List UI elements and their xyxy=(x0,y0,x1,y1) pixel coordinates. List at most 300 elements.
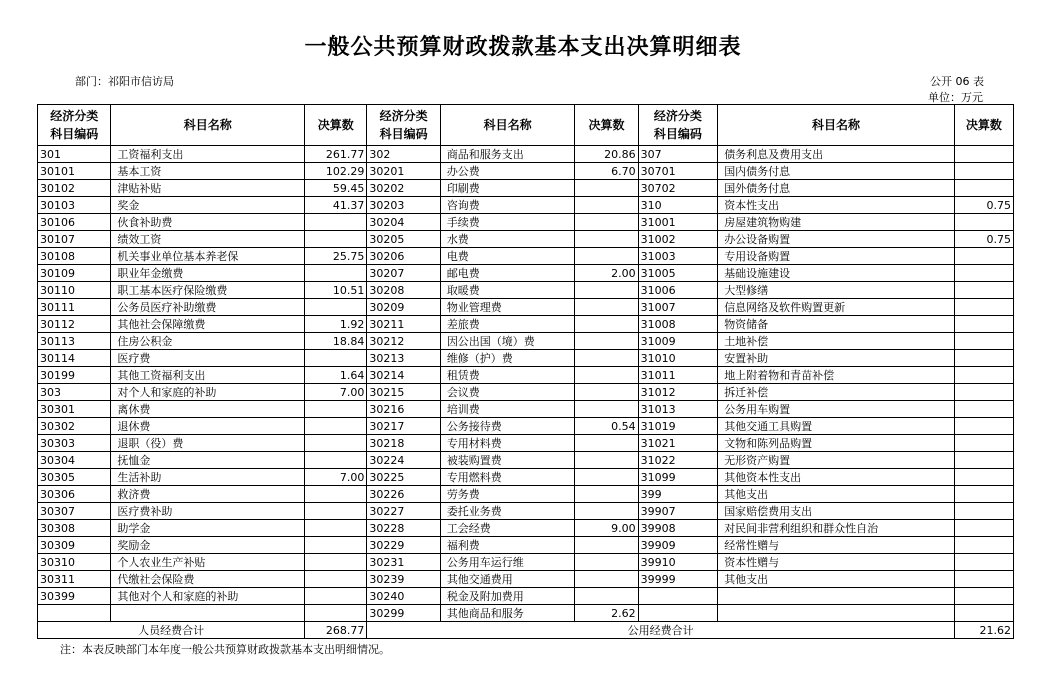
code-cell: 30106 xyxy=(38,214,111,231)
item-name-cell: 伙食补助费 xyxy=(111,214,305,231)
code-cell: 30226 xyxy=(367,486,440,503)
item-name-cell: 文物和陈列品购置 xyxy=(718,435,955,452)
amount-cell: 0.54 xyxy=(575,418,638,435)
code-cell: 31007 xyxy=(638,299,718,316)
amount-cell xyxy=(305,435,367,452)
code-cell: 30229 xyxy=(367,537,440,554)
code-cell: 30299 xyxy=(367,605,440,622)
amount-cell xyxy=(305,231,367,248)
code-cell: 31006 xyxy=(638,282,718,299)
code-cell: 30112 xyxy=(38,316,111,333)
item-name-cell: 专用设备购置 xyxy=(718,248,955,265)
table-row xyxy=(38,554,1014,571)
amount-cell xyxy=(954,350,1013,367)
code-cell: 30309 xyxy=(38,537,111,554)
amount-cell xyxy=(305,537,367,554)
code-cell: 30214 xyxy=(367,367,440,384)
item-name-cell: 国内债务付息 xyxy=(718,163,955,180)
amount-cell: 41.37 xyxy=(305,197,367,214)
code-cell: 30310 xyxy=(38,554,111,571)
code-cell: 30206 xyxy=(367,248,440,265)
code-cell: 302 xyxy=(367,146,440,163)
item-name-cell: 其他工资福利支出 xyxy=(111,367,305,384)
code-cell: 30207 xyxy=(367,265,440,282)
item-name-cell: 专用材料费 xyxy=(440,435,575,452)
amount-cell xyxy=(954,486,1013,503)
amount-cell xyxy=(305,452,367,469)
table-row xyxy=(38,197,1014,214)
amount-cell xyxy=(575,350,638,367)
item-name-cell: 国外债务付息 xyxy=(718,180,955,197)
code-cell: 30224 xyxy=(367,452,440,469)
amount-cell xyxy=(954,503,1013,520)
amount-cell: 9.00 xyxy=(575,520,638,537)
table-row xyxy=(38,418,1014,435)
column-header: 经济分类 科目编码 xyxy=(38,105,111,146)
amount-cell xyxy=(575,401,638,418)
item-name-cell: 医疗费 xyxy=(111,350,305,367)
item-name-cell: 救济费 xyxy=(111,486,305,503)
item-name-cell: 委托业务费 xyxy=(440,503,575,520)
code-cell: 39910 xyxy=(638,554,718,571)
amount-cell xyxy=(954,554,1013,571)
column-header: 科目名称 xyxy=(440,105,575,146)
amount-cell xyxy=(305,554,367,571)
code-cell: 30239 xyxy=(367,571,440,588)
table-row xyxy=(38,452,1014,469)
table-row xyxy=(38,435,1014,452)
table-row xyxy=(38,333,1014,350)
code-cell: 30305 xyxy=(38,469,111,486)
table-header-row xyxy=(38,105,1014,146)
amount-cell xyxy=(575,503,638,520)
personnel-total-value: 268.77 xyxy=(305,622,367,639)
page-title: 一般公共预算财政拨款基本支出决算明细表 xyxy=(304,35,742,60)
code-cell: 30231 xyxy=(367,554,440,571)
code-cell: 39908 xyxy=(638,520,718,537)
item-name-cell: 物资储备 xyxy=(718,316,955,333)
amount-cell xyxy=(305,571,367,588)
item-name-cell: 公务用车运行维 xyxy=(440,554,575,571)
amount-cell xyxy=(954,418,1013,435)
code-cell: 31003 xyxy=(638,248,718,265)
amount-cell xyxy=(305,299,367,316)
amount-cell: 102.29 xyxy=(305,163,367,180)
code-cell: 30306 xyxy=(38,486,111,503)
item-name-cell: 公务接待费 xyxy=(440,418,575,435)
code-cell: 31013 xyxy=(638,401,718,418)
item-name-cell: 基础设施建设 xyxy=(718,265,955,282)
code-cell: 30302 xyxy=(38,418,111,435)
amount-cell xyxy=(954,214,1013,231)
item-name-cell: 住房公积金 xyxy=(111,333,305,350)
item-name-cell: 培训费 xyxy=(440,401,575,418)
code-cell: 30102 xyxy=(38,180,111,197)
item-name-cell: 维修（护）费 xyxy=(440,350,575,367)
table-row xyxy=(38,163,1014,180)
item-name-cell: 劳务费 xyxy=(440,486,575,503)
code-cell: 30113 xyxy=(38,333,111,350)
code-cell: 30199 xyxy=(38,367,111,384)
table-row xyxy=(38,367,1014,384)
amount-cell xyxy=(954,605,1013,622)
personnel-total-label: 人员经费合计 xyxy=(38,622,305,639)
table-row xyxy=(38,588,1014,605)
amount-cell xyxy=(954,316,1013,333)
amount-cell xyxy=(954,384,1013,401)
code-cell: 30701 xyxy=(638,163,718,180)
table-row xyxy=(38,282,1014,299)
item-name-cell: 代缴社会保险费 xyxy=(111,571,305,588)
item-name-cell: 对个人和家庭的补助 xyxy=(111,384,305,401)
item-name-cell: 对民间非营利组织和群众性自治 xyxy=(718,520,955,537)
table-row xyxy=(38,486,1014,503)
unit-label: 单位：万元 xyxy=(928,91,983,104)
amount-cell xyxy=(954,571,1013,588)
amount-cell xyxy=(575,316,638,333)
amount-cell xyxy=(305,520,367,537)
item-name-cell: 工会经费 xyxy=(440,520,575,537)
item-name-cell: 土地补偿 xyxy=(718,333,955,350)
table-row xyxy=(38,384,1014,401)
code-cell xyxy=(638,588,718,605)
code-cell: 30108 xyxy=(38,248,111,265)
amount-cell xyxy=(954,588,1013,605)
table-row xyxy=(38,350,1014,367)
code-cell: 30204 xyxy=(367,214,440,231)
amount-cell xyxy=(575,554,638,571)
amount-cell xyxy=(305,350,367,367)
code-cell: 30201 xyxy=(367,163,440,180)
amount-cell xyxy=(575,588,638,605)
code-cell: 301 xyxy=(38,146,111,163)
item-name-cell: 公务用车购置 xyxy=(718,401,955,418)
totals-row xyxy=(38,622,1014,639)
item-name-cell: 退休费 xyxy=(111,418,305,435)
amount-cell xyxy=(575,248,638,265)
item-name-cell: 因公出国（境）费 xyxy=(440,333,575,350)
amount-cell xyxy=(575,333,638,350)
item-name-cell: 国家赔偿费用支出 xyxy=(718,503,955,520)
amount-cell xyxy=(305,503,367,520)
amount-cell xyxy=(305,605,367,622)
amount-cell: 6.70 xyxy=(575,163,638,180)
amount-cell xyxy=(954,299,1013,316)
item-name-cell: 大型修缮 xyxy=(718,282,955,299)
code-cell: 30212 xyxy=(367,333,440,350)
amount-cell xyxy=(575,214,638,231)
item-name-cell: 其他资本性支出 xyxy=(718,469,955,486)
code-cell: 31010 xyxy=(638,350,718,367)
amount-cell: 20.86 xyxy=(575,146,638,163)
amount-cell: 59.45 xyxy=(305,180,367,197)
table-row xyxy=(38,265,1014,282)
code-cell: 307 xyxy=(638,146,718,163)
amount-cell: 18.84 xyxy=(305,333,367,350)
amount-cell: 0.75 xyxy=(954,197,1013,214)
footnote: 注：本表反映部门本年度一般公共预算财政拨款基本支出明细情况。 xyxy=(60,643,390,656)
item-name-cell: 取暖费 xyxy=(440,282,575,299)
amount-cell: 0.75 xyxy=(954,231,1013,248)
table-row xyxy=(38,520,1014,537)
public-table-number: 公开 06 表 xyxy=(930,75,984,88)
code-cell: 30218 xyxy=(367,435,440,452)
item-name-cell: 抚恤金 xyxy=(111,452,305,469)
item-name-cell: 奖金 xyxy=(111,197,305,214)
code-cell: 30109 xyxy=(38,265,111,282)
column-header: 经济分类 科目编码 xyxy=(638,105,718,146)
item-name-cell: 物业管理费 xyxy=(440,299,575,316)
item-name-cell: 信息网络及软件购置更新 xyxy=(718,299,955,316)
amount-cell xyxy=(954,469,1013,486)
amount-cell xyxy=(575,435,638,452)
amount-cell xyxy=(954,333,1013,350)
item-name-cell: 其他对个人和家庭的补助 xyxy=(111,588,305,605)
item-name-cell: 工资福利支出 xyxy=(111,146,305,163)
code-cell: 30103 xyxy=(38,197,111,214)
amount-cell xyxy=(954,146,1013,163)
code-cell: 310 xyxy=(638,197,718,214)
code-cell: 30114 xyxy=(38,350,111,367)
item-name-cell: 基本工资 xyxy=(111,163,305,180)
item-name-cell: 其他交通工具购置 xyxy=(718,418,955,435)
amount-cell xyxy=(305,588,367,605)
item-name-cell: 医疗费补助 xyxy=(111,503,305,520)
amount-cell xyxy=(575,571,638,588)
amount-cell xyxy=(305,418,367,435)
table-row xyxy=(38,231,1014,248)
amount-cell xyxy=(575,197,638,214)
department-label: 部门：祁阳市信访局 xyxy=(75,75,174,88)
code-cell: 30217 xyxy=(367,418,440,435)
amount-cell xyxy=(954,435,1013,452)
code-cell: 31008 xyxy=(638,316,718,333)
amount-cell xyxy=(954,163,1013,180)
item-name-cell: 奖励金 xyxy=(111,537,305,554)
item-name-cell: 个人农业生产补贴 xyxy=(111,554,305,571)
table-row xyxy=(38,605,1014,622)
code-cell: 30311 xyxy=(38,571,111,588)
code-cell: 30209 xyxy=(367,299,440,316)
item-name-cell: 房屋建筑物购建 xyxy=(718,214,955,231)
code-cell: 30111 xyxy=(38,299,111,316)
amount-cell xyxy=(305,265,367,282)
amount-cell: 7.00 xyxy=(305,469,367,486)
amount-cell: 261.77 xyxy=(305,146,367,163)
item-name-cell: 机关事业单位基本养老保 xyxy=(111,248,305,265)
column-header: 经济分类 科目编码 xyxy=(367,105,440,146)
item-name-cell: 职业年金缴费 xyxy=(111,265,305,282)
amount-cell xyxy=(954,520,1013,537)
code-cell: 30240 xyxy=(367,588,440,605)
code-cell: 39999 xyxy=(638,571,718,588)
item-name-cell: 福利费 xyxy=(440,537,575,554)
code-cell xyxy=(38,605,111,622)
table-row xyxy=(38,316,1014,333)
table-row xyxy=(38,401,1014,418)
code-cell: 31099 xyxy=(638,469,718,486)
code-cell: 30307 xyxy=(38,503,111,520)
item-name-cell: 租赁费 xyxy=(440,367,575,384)
code-cell: 30308 xyxy=(38,520,111,537)
expenditure-table xyxy=(37,104,1014,639)
code-cell: 30304 xyxy=(38,452,111,469)
item-name-cell: 退职（役）费 xyxy=(111,435,305,452)
item-name-cell: 其他支出 xyxy=(718,571,955,588)
amount-cell: 2.00 xyxy=(575,265,638,282)
amount-cell xyxy=(305,486,367,503)
code-cell: 30225 xyxy=(367,469,440,486)
item-name-cell: 水费 xyxy=(440,231,575,248)
code-cell: 31002 xyxy=(638,231,718,248)
item-name-cell xyxy=(111,605,305,622)
table-row xyxy=(38,469,1014,486)
item-name-cell: 其他交通费用 xyxy=(440,571,575,588)
item-name-cell: 被装购置费 xyxy=(440,452,575,469)
amount-cell xyxy=(575,537,638,554)
amount-cell xyxy=(954,401,1013,418)
amount-cell xyxy=(575,180,638,197)
item-name-cell: 其他社会保障缴费 xyxy=(111,316,305,333)
amount-cell xyxy=(954,248,1013,265)
public-total-value: 21.62 xyxy=(954,622,1013,639)
code-cell: 39907 xyxy=(638,503,718,520)
code-cell: 31022 xyxy=(638,452,718,469)
amount-cell xyxy=(575,469,638,486)
public-total-label: 公用经费合计 xyxy=(367,622,954,639)
amount-cell: 1.64 xyxy=(305,367,367,384)
amount-cell xyxy=(575,384,638,401)
code-cell: 30227 xyxy=(367,503,440,520)
item-name-cell: 绩效工资 xyxy=(111,231,305,248)
code-cell: 30205 xyxy=(367,231,440,248)
amount-cell xyxy=(954,180,1013,197)
code-cell: 30101 xyxy=(38,163,111,180)
item-name-cell: 电费 xyxy=(440,248,575,265)
code-cell: 31001 xyxy=(638,214,718,231)
item-name-cell: 其他支出 xyxy=(718,486,955,503)
code-cell: 303 xyxy=(38,384,111,401)
item-name-cell: 专用燃料费 xyxy=(440,469,575,486)
code-cell: 30399 xyxy=(38,588,111,605)
item-name-cell: 印刷费 xyxy=(440,180,575,197)
code-cell: 31021 xyxy=(638,435,718,452)
item-name-cell xyxy=(718,588,955,605)
amount-cell xyxy=(575,367,638,384)
item-name-cell: 税金及附加费用 xyxy=(440,588,575,605)
code-cell: 399 xyxy=(638,486,718,503)
code-cell: 30228 xyxy=(367,520,440,537)
code-cell: 31011 xyxy=(638,367,718,384)
code-cell: 30216 xyxy=(367,401,440,418)
item-name-cell: 会议费 xyxy=(440,384,575,401)
amount-cell xyxy=(305,401,367,418)
amount-cell xyxy=(575,282,638,299)
table-row xyxy=(38,537,1014,554)
item-name-cell: 津贴补贴 xyxy=(111,180,305,197)
amount-cell xyxy=(954,265,1013,282)
amount-cell: 25.75 xyxy=(305,248,367,265)
amount-cell xyxy=(575,299,638,316)
item-name-cell: 资本性赠与 xyxy=(718,554,955,571)
amount-cell: 10.51 xyxy=(305,282,367,299)
amount-cell xyxy=(954,367,1013,384)
code-cell: 31019 xyxy=(638,418,718,435)
table-row xyxy=(38,214,1014,231)
item-name-cell: 办公费 xyxy=(440,163,575,180)
item-name-cell: 手续费 xyxy=(440,214,575,231)
item-name-cell: 生活补助 xyxy=(111,469,305,486)
item-name-cell: 安置补助 xyxy=(718,350,955,367)
amount-cell: 7.00 xyxy=(305,384,367,401)
code-cell: 39909 xyxy=(638,537,718,554)
item-name-cell: 职工基本医疗保险缴费 xyxy=(111,282,305,299)
code-cell: 30301 xyxy=(38,401,111,418)
item-name-cell: 商品和服务支出 xyxy=(440,146,575,163)
amount-cell: 2.62 xyxy=(575,605,638,622)
amount-cell xyxy=(575,452,638,469)
item-name-cell: 拆迁补偿 xyxy=(718,384,955,401)
code-cell: 31012 xyxy=(638,384,718,401)
code-cell: 30213 xyxy=(367,350,440,367)
item-name-cell: 无形资产购置 xyxy=(718,452,955,469)
code-cell: 30211 xyxy=(367,316,440,333)
amount-cell xyxy=(575,231,638,248)
column-header: 决算数 xyxy=(954,105,1013,146)
table-row xyxy=(38,146,1014,163)
column-header: 科目名称 xyxy=(718,105,955,146)
code-cell: 30202 xyxy=(367,180,440,197)
amount-cell xyxy=(954,537,1013,554)
item-name-cell: 邮电费 xyxy=(440,265,575,282)
item-name-cell: 地上附着物和青苗补偿 xyxy=(718,367,955,384)
code-cell: 30107 xyxy=(38,231,111,248)
item-name-cell: 资本性支出 xyxy=(718,197,955,214)
amount-cell xyxy=(954,452,1013,469)
table-row xyxy=(38,299,1014,316)
code-cell: 30110 xyxy=(38,282,111,299)
item-name-cell: 离休费 xyxy=(111,401,305,418)
code-cell: 31009 xyxy=(638,333,718,350)
amount-cell xyxy=(954,282,1013,299)
column-header: 科目名称 xyxy=(111,105,305,146)
amount-cell: 1.92 xyxy=(305,316,367,333)
item-name-cell: 差旅费 xyxy=(440,316,575,333)
table-row xyxy=(38,571,1014,588)
item-name-cell: 助学金 xyxy=(111,520,305,537)
amount-cell xyxy=(575,486,638,503)
column-header: 决算数 xyxy=(305,105,367,146)
item-name-cell: 经常性赠与 xyxy=(718,537,955,554)
item-name-cell: 债务利息及费用支出 xyxy=(718,146,955,163)
table-row xyxy=(38,180,1014,197)
item-name-cell: 咨询费 xyxy=(440,197,575,214)
column-header: 决算数 xyxy=(575,105,638,146)
code-cell: 30702 xyxy=(638,180,718,197)
amount-cell xyxy=(305,214,367,231)
item-name-cell: 办公设备购置 xyxy=(718,231,955,248)
code-cell: 30215 xyxy=(367,384,440,401)
item-name-cell: 其他商品和服务 xyxy=(440,605,575,622)
table-row xyxy=(38,248,1014,265)
item-name-cell xyxy=(718,605,955,622)
code-cell: 30208 xyxy=(367,282,440,299)
code-cell xyxy=(638,605,718,622)
code-cell: 31005 xyxy=(638,265,718,282)
code-cell: 30203 xyxy=(367,197,440,214)
item-name-cell: 公务员医疗补助缴费 xyxy=(111,299,305,316)
code-cell: 30303 xyxy=(38,435,111,452)
